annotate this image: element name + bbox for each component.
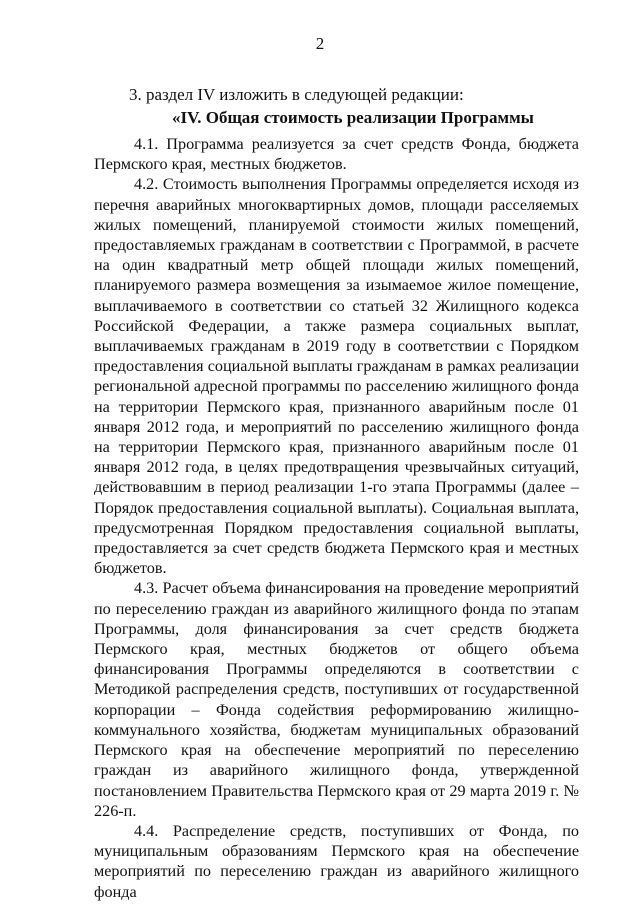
section-heading: «IV. Общая стоимость реализации Программы <box>172 108 534 127</box>
document-body <box>94 134 579 902</box>
paragraph-4-3: 4.3. Расчет объема финансирования на проведение мероприятий по переселению граждан из аварийного жилищного фонда по этапам Программы, доля финансирования за счет средств бюджета Пермского края, местных бюджетов от общего объема финансирования Программы определяются в соответствии с Методикой распределения средств, поступивших от государственной корпорации – Фонда содействия реформированию жилищно-коммунального хозяйства, бюджетам муниципальных образований Пермского края на обеспечение мероприятий по переселению граждан из аварийного жилищного фонда, утвержденной постановлением Правительства Пермского края от 29 марта 2019 г. № 226-п. <box>94 579 579 820</box>
paragraph-4-2: 4.2. Стоимость выполнения Программы определяется исходя из перечня аварийных многоквартирных домов, площади расселяемых жилых помещений, планируемой стоимости жилых помещений, предоставляемых гражданам в соответствии с Программой, в расчете на один квадратный метр общей площади жилых помещений, планируемого размера возмещения за изымаемое жилое помещение, выплачиваемого в соответствии со статьей 32 Жилищного кодекса Российской Федерации, а также размера социальных выплат, выплачиваемых гражданам в 2019 году в соответствии с Порядком предоставления социальной выплаты гражданам в рамках реализации региональной адресной программы по расселению жилищного фонда на территории Пермского края, признанного аварийным после 01 января 2012 года, и мероприятий по расселению жилищного фонда на территории Пермского края, признанного аварийным после 01 января 2012 года, в целях предотвращения чрезвычайных ситуаций, действовавшим в период реализации 1-го этапа Программы (далее – Порядок предоставления социальной выплаты). Социальная выплата, предусмотренная Порядком предоставления социальной выплаты, предоставляется за счет средств бюджета Пермского края и местных бюджетов. <box>94 175 579 578</box>
paragraph-4-4: 4.4. Распределение средств, поступивших от Фонда, по муниципальным образованиям Пермского края на обеспечение мероприятий по переселению граждан из аварийного жилищного фонда <box>94 821 579 901</box>
page-number: 2 <box>315 34 325 53</box>
paragraph-4-1: 4.1. Программа реализуется за счет средств Фонда, бюджета Пермского края, местных бюджетов. <box>94 135 579 174</box>
amendment-intro-line: 3. раздел IV изложить в следующей редакции: <box>129 85 464 104</box>
